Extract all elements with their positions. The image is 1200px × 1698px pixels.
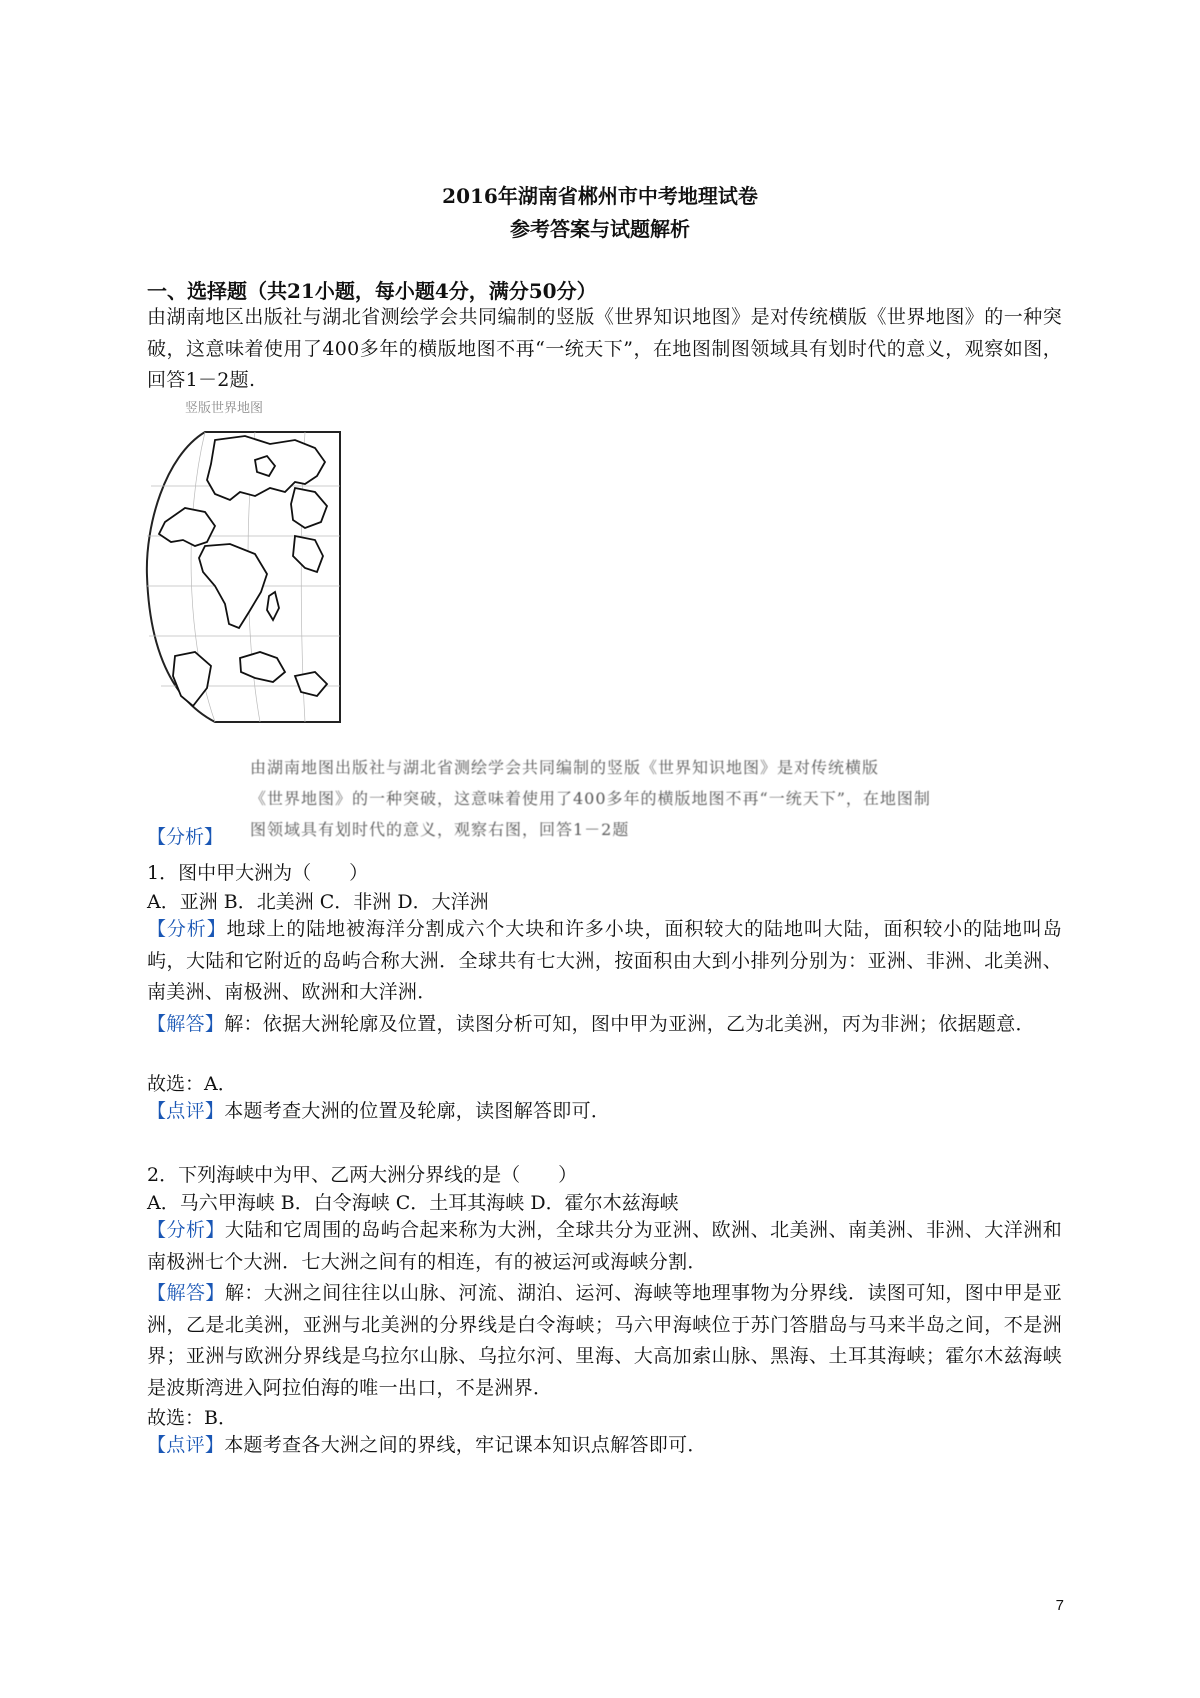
caption-line: 《世界地图》的一种突破，这意味着使用了400多年的横版地图不再“一统天下”，在地图制 bbox=[250, 789, 931, 808]
q2-answer-text: 解：大洲之间往往以山脉、河流、湖泊、运河、海峡等地理事物为分界线．读图可知，图中甲是亚洲，乙是北美洲，亚洲与北美洲的分界线是白令海峡；马六甲海峡位于苏门答腊岛与马来半岛之间，不是洲界；亚洲与欧洲分界线是乌拉尔山脉、乌拉尔河、里海、大高加索山脉、黑海、土耳其海峡；霍尔木兹海峡是波斯湾进入阿拉伯海的唯一出口，不是洲界． bbox=[147, 1282, 1062, 1399]
q1-answer bbox=[147, 1009, 1062, 1041]
q2-options: A．马六甲海峡 B．白令海峡 C．土耳其海峡 D．霍尔木兹海峡 bbox=[147, 1192, 679, 1214]
q1-choice: 故选：A． bbox=[147, 1073, 237, 1095]
analysis-tag: 【分析】 bbox=[147, 826, 224, 848]
answer-tag: 【解答】 bbox=[147, 1013, 225, 1035]
intro-paragraph: 由湖南地区出版社与湖北省测绘学会共同编制的竖版《世界知识地图》是对传统横版《世界地图》的一种突破，这意味着使用了400多年的横版地图不再“一统天下”，在地图制图领域具有划时代的意义，观察如图，回答1－2题. bbox=[147, 306, 1062, 391]
document-title: 2016年湖南省郴州市中考地理试卷 bbox=[442, 184, 758, 208]
q1-analysis-text: 地球上的陆地被海洋分割成六个大块和许多小块，面积较大的陆地叫大陆，面积较小的陆地叫岛屿，大陆和它附近的岛屿合称大洲．全球共有七大洲，按面积由大到小排列分别为：亚洲、非洲、北美洲、南美洲、南极洲、欧洲和大洋洲． bbox=[147, 918, 1062, 1003]
world-map-image bbox=[145, 396, 345, 726]
q1-comment bbox=[147, 1096, 1062, 1128]
caption-line: 由湖南地图出版社与湖北省测绘学会共同编制的竖版《世界知识地图》是对传统横版 bbox=[250, 758, 880, 777]
q2-answer bbox=[147, 1278, 1062, 1404]
analysis-tag: 【分析】 bbox=[147, 1219, 225, 1241]
q1-analysis bbox=[147, 914, 1062, 1009]
document-subtitle: 参考答案与试题解析 bbox=[510, 217, 690, 241]
caption-line: 图领域具有划时代的意义，观察右图，回答1－2题 bbox=[250, 820, 630, 839]
q1-comment-text: 本题考查大洲的位置及轮廓，读图解答即可． bbox=[224, 1100, 611, 1122]
q2-comment bbox=[147, 1430, 1062, 1462]
q2-choice: 故选：B． bbox=[147, 1407, 237, 1429]
answer-tag: 【解答】 bbox=[147, 1282, 225, 1304]
q2-stem: 2．下列海峡中为甲、乙两大洲分界线的是（ ） bbox=[147, 1164, 578, 1186]
vertical-world-map-figure bbox=[145, 396, 345, 726]
page-number: 7 bbox=[1055, 1597, 1064, 1614]
q2-analysis-text: 大陆和它周围的岛屿合起来称为大洲，全球共分为亚洲、欧洲、北美洲、南美洲、非洲、大洋洲和南极洲七个大洲．七大洲之间有的相连，有的被运河或海峡分割． bbox=[147, 1219, 1062, 1273]
q1-stem: 1．图中甲大洲为（ ） bbox=[147, 862, 369, 884]
q2-comment-text: 本题考查各大洲之间的界线，牢记课本知识点解答即可． bbox=[224, 1434, 707, 1456]
q1-options: A．亚洲 B．北美洲 C．非洲 D．大洋洲 bbox=[147, 891, 489, 913]
map-title: 竖版世界地图 bbox=[185, 401, 264, 416]
section-heading: 一、选择题（共21小题，每小题4分，满分50分） bbox=[147, 279, 597, 303]
analysis-tag: 【分析】 bbox=[147, 918, 227, 940]
figure-caption-image bbox=[250, 752, 1012, 847]
q2-analysis bbox=[147, 1215, 1062, 1278]
comment-tag: 【点评】 bbox=[147, 1100, 225, 1122]
comment-tag: 【点评】 bbox=[147, 1434, 225, 1456]
q1-answer-text: 解：依据大洲轮廓及位置，读图分析可知，图中甲为亚洲，乙为北美洲，丙为非洲；依据题意． bbox=[224, 1013, 1035, 1035]
